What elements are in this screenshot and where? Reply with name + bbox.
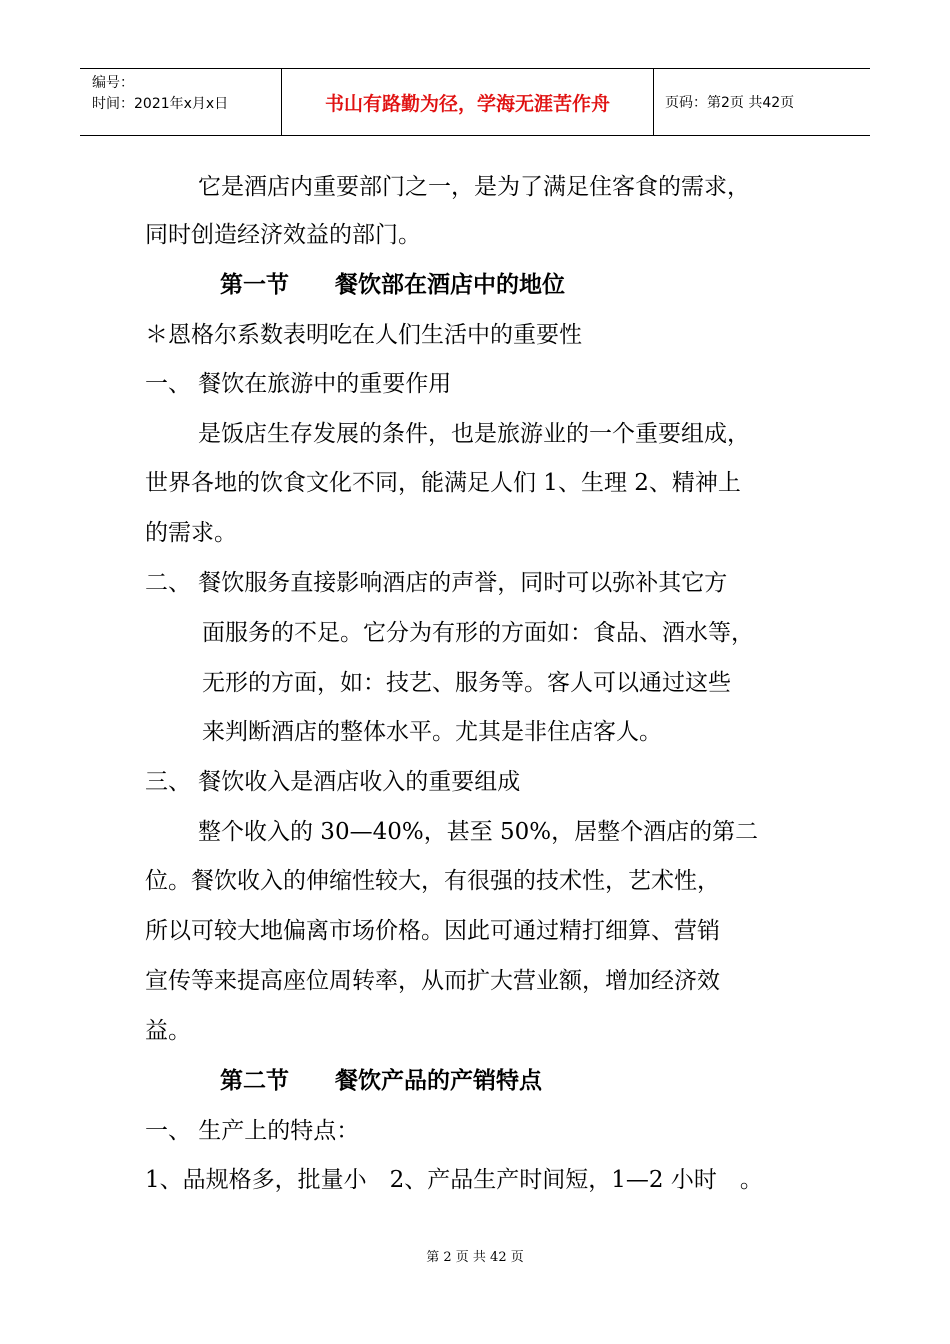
body-line: 面服务的不足。它分为有形的方面如：食品、酒水等，	[202, 620, 754, 646]
body-line: 世界各地的饮食文化不同，能满足人们 1、生理 2、精神上	[145, 470, 741, 496]
header-page-info: 页码：第2页 共42页	[665, 95, 795, 111]
body-line: 1、品规格多，批量小 2、产品生产时间短，1—2 小时 。	[145, 1167, 763, 1193]
list-item-heading: 一、 生产上的特点：	[145, 1118, 360, 1144]
body-line: 无形的方面，如：技艺、服务等。客人可以通过这些	[202, 670, 731, 696]
header-time-label: 时间：2021年x月x日	[92, 96, 229, 112]
document-header	[80, 68, 870, 136]
body-line: 整个收入的 30—40%，甚至 50%，居整个酒店的第二	[198, 819, 759, 845]
section-heading-2: 第二节 餐饮产品的产销特点	[220, 1067, 542, 1094]
body-line: 所以可较大地偏离市场价格。因此可通过精打细算、营销	[145, 918, 720, 944]
body-line: 同时创造经济效益的部门。	[145, 222, 421, 248]
list-item-heading: 三、 餐饮收入是酒店收入的重要组成	[145, 769, 521, 795]
body-line: 来判断酒店的整体水平。尤其是非住店客人。	[202, 719, 662, 745]
body-line: 它是酒店内重要部门之一，是为了满足住客食的需求，	[198, 174, 750, 200]
list-item-heading: 一、 餐饮在旅游中的重要作用	[145, 371, 452, 397]
body-line: 是饭店生存发展的条件，也是旅游业的一个重要组成，	[198, 421, 750, 447]
section-heading-1: 第一节 餐饮部在酒店中的地位	[220, 271, 565, 298]
body-line: 益。	[145, 1018, 191, 1044]
body-line: 位。餐饮收入的伸缩性较大，有很强的技术性，艺术性，	[145, 868, 720, 894]
body-line: 宣传等来提高座位周转率，从而扩大营业额，增加经济效	[145, 968, 720, 994]
body-line: 的需求。	[145, 520, 237, 546]
header-motto: 书山有路勤为径，学海无涯苦作舟	[282, 69, 654, 135]
page-footer: 第 2 页 共 42 页	[426, 1250, 524, 1265]
header-info-cell	[80, 69, 282, 135]
body-line: ＊恩格尔系数表明吃在人们生活中的重要性	[145, 322, 582, 348]
list-item-heading: 二、 餐饮服务直接影响酒店的声誉，同时可以弥补其它方	[145, 570, 728, 596]
header-code-label: 编号：	[92, 75, 134, 91]
